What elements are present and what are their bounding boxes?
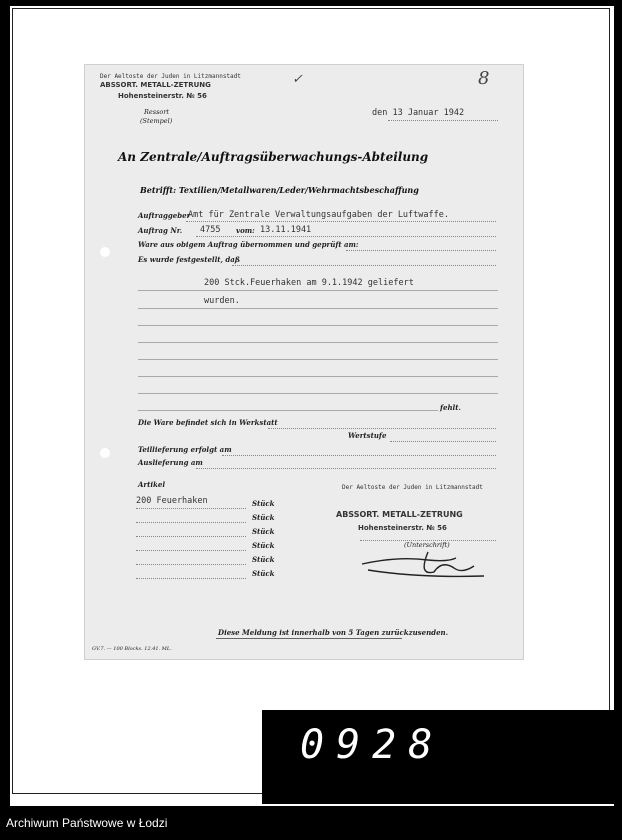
header-stamp-line1: Der Aeltoste der Juden in Litzmannstadt (100, 73, 241, 80)
handwritten-signature (358, 548, 488, 584)
vom-label: vom: (236, 226, 255, 235)
ware-line: Ware aus obigem Auftrag übernommen und geprüft am: (138, 240, 359, 249)
bottom-stamp-line3: Hohensteinerstr. № 56 (358, 524, 447, 532)
auslieferung-underline (196, 468, 496, 469)
signature-line (360, 540, 496, 541)
bottom-stamp-line1: Der Aeltoste der Juden in Litzmannstadt (342, 484, 483, 491)
artikel-unit-2: Stück (252, 513, 275, 522)
artikel-unit-5: Stück (252, 555, 275, 564)
return-note-underline (216, 638, 402, 639)
ruled-line (138, 393, 498, 394)
punch-hole-top (100, 247, 110, 257)
header-stamp-line2: ABSSORT. METALL-ZETRUNG (100, 81, 211, 89)
artikel-underline (136, 564, 246, 565)
vom-value: 13.11.1941 (260, 225, 312, 235)
body-line1: 200 Stck.Feuerhaken am 9.1.1942 geliefert (204, 278, 414, 288)
ressort-label: Ressort (144, 108, 170, 116)
ware-befindet-text: Die Ware befindet sich in Werkstatt (138, 418, 278, 427)
form-code: GV.7. — 100 Blocks. 12.41. ML. (92, 646, 172, 652)
punch-hole-bottom (100, 448, 110, 458)
page-title: An Zentrale/Auftragsüberwachungs-Abteilung (118, 150, 429, 164)
frame-number: 0928 (300, 722, 445, 768)
teillieferung-underline (222, 455, 496, 456)
artikel-underline (136, 550, 246, 551)
page-number-handwritten: 8 (478, 68, 490, 89)
date-underline (388, 120, 498, 121)
artikel-item-1: 200 Feuerhaken (136, 496, 208, 506)
artikel-underline (136, 522, 246, 523)
ware-underline (346, 250, 496, 251)
check-mark: ✓ (292, 72, 303, 87)
auslieferung-text: Auslieferung am (138, 458, 203, 467)
bottom-stamp-line2: ABSSORT. METALL-ZETRUNG (336, 510, 463, 519)
ruled-line (138, 410, 438, 411)
artikel-label: Artikel (138, 480, 165, 489)
ruled-line (138, 325, 498, 326)
ruled-line (138, 359, 498, 360)
werkstatt-underline (268, 428, 496, 429)
wertstufe-underline (390, 441, 496, 442)
ruled-line (138, 308, 498, 309)
auftraggeber-underline (186, 221, 496, 222)
auftraggeber-label: Auftraggeber (138, 211, 191, 220)
artikel-unit-1: Stück (252, 499, 275, 508)
artikel-unit-6: Stück (252, 569, 275, 578)
artikel-underline (136, 508, 246, 509)
ruled-line (138, 290, 498, 291)
es-wurde-text: Es wurde festgestellt, daß (138, 255, 241, 264)
auftrag-label: Auftrag Nr. (138, 226, 183, 235)
es-wurde-underline (232, 265, 496, 266)
ruled-line (138, 376, 498, 377)
header-stamp-line3: Hohensteinerstr. № 56 (118, 92, 207, 100)
artikel-underline (136, 536, 246, 537)
artikel-unit-4: Stück (252, 541, 275, 550)
unterschrift-label: (Unterschrift) (404, 541, 450, 549)
auftrag-number: 4755 (200, 225, 221, 235)
artikel-underline (136, 578, 246, 579)
stempel-label: (Stempel) (140, 117, 173, 125)
betrifft-line: Betrifft: Textilien/Metallwaren/Leder/Wehrmachtsbeschaffung (140, 185, 419, 195)
archive-name: Archiwum Państwowe w Łodzi (6, 816, 168, 830)
return-note: Diese Meldung ist innerhalb von 5 Tagen zurückzusenden. (218, 628, 449, 637)
auftrag-underline (196, 236, 496, 237)
fehlt-text: fehlt. (440, 403, 461, 412)
ruled-line (138, 342, 498, 343)
date-text: den 13 Januar 1942 (372, 108, 465, 118)
wertstufe-label: Wertstufe (348, 431, 387, 440)
artikel-unit-3: Stück (252, 527, 275, 536)
body-line2: wurden. (204, 296, 240, 306)
teillieferung-text: Teillieferung erfolgt am (138, 445, 232, 454)
auftraggeber-value: Amt für Zentrale Verwaltungsaufgaben der Luftwaffe. (188, 210, 449, 220)
